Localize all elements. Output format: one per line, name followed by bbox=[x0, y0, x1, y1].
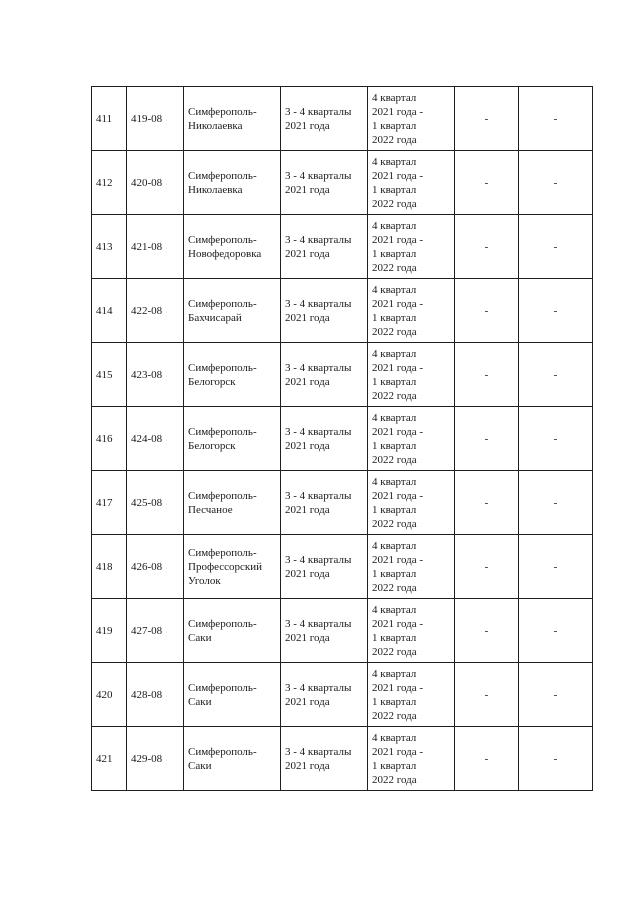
quarter-range-cell-line: 1 квартал bbox=[372, 375, 417, 388]
quarter-range-cell bbox=[368, 215, 455, 279]
quarter-range-cell-line: 4 квартал bbox=[372, 155, 417, 168]
period-cell bbox=[281, 151, 368, 215]
quarter-range-cell-line: 4 квартал bbox=[372, 219, 417, 232]
dash-cell-2: - bbox=[519, 727, 593, 791]
route-name-cell bbox=[184, 407, 281, 471]
quarter-range-cell-line: 2022 года bbox=[372, 197, 417, 210]
route-name-cell-line: Симферополь- bbox=[188, 105, 257, 118]
period-cell bbox=[281, 535, 368, 599]
dash-cell-2: - bbox=[519, 471, 593, 535]
route-code-cell: 429-08 bbox=[127, 727, 184, 791]
period-cell bbox=[281, 471, 368, 535]
route-name-cell-line: Симферополь- bbox=[188, 297, 257, 310]
dash-cell-1: - bbox=[455, 343, 519, 407]
quarter-range-cell-line: 4 квартал bbox=[372, 667, 417, 680]
dash-cell-1: - bbox=[455, 599, 519, 663]
routes-table-body bbox=[92, 87, 593, 791]
dash-cell-1: - bbox=[455, 215, 519, 279]
table-row bbox=[92, 727, 593, 791]
route-name-cell bbox=[184, 599, 281, 663]
dash-cell-2: - bbox=[519, 215, 593, 279]
quarter-range-cell-line: 2021 года - bbox=[372, 489, 424, 502]
route-name-cell-line: Саки bbox=[188, 631, 212, 644]
quarter-range-cell-line: 2022 года bbox=[372, 261, 417, 274]
route-code-cell: 423-08 bbox=[127, 343, 184, 407]
table-row bbox=[92, 279, 593, 343]
route-code-cell: 426-08 bbox=[127, 535, 184, 599]
table-row bbox=[92, 215, 593, 279]
quarter-range-cell-line: 4 квартал bbox=[372, 411, 417, 424]
route-code-cell: 425-08 bbox=[127, 471, 184, 535]
row-number-cell: 416 bbox=[92, 407, 127, 471]
period-cell-line: 2021 года bbox=[285, 375, 330, 388]
quarter-range-cell bbox=[368, 151, 455, 215]
quarter-range-cell-line: 1 квартал bbox=[372, 311, 417, 324]
route-name-cell-line: Симферополь- bbox=[188, 546, 257, 559]
routes-table bbox=[91, 86, 593, 791]
period-cell-line: 3 - 4 кварталы bbox=[285, 233, 352, 246]
period-cell bbox=[281, 599, 368, 663]
dash-cell-2: - bbox=[519, 407, 593, 471]
period-cell-line: 2021 года bbox=[285, 759, 330, 772]
quarter-range-cell-line: 4 квартал bbox=[372, 283, 417, 296]
period-cell-line: 2021 года bbox=[285, 503, 330, 516]
route-name-cell-line: Симферополь- bbox=[188, 617, 257, 630]
row-number-cell: 418 bbox=[92, 535, 127, 599]
quarter-range-cell-line: 2021 года - bbox=[372, 553, 424, 566]
table-row bbox=[92, 87, 593, 151]
table-row bbox=[92, 535, 593, 599]
quarter-range-cell-line: 4 квартал bbox=[372, 347, 417, 360]
route-name-cell-line: Симферополь- bbox=[188, 233, 257, 246]
period-cell bbox=[281, 727, 368, 791]
dash-cell-2: - bbox=[519, 535, 593, 599]
table-row bbox=[92, 407, 593, 471]
dash-cell-1: - bbox=[455, 279, 519, 343]
route-name-cell-line: Профессорский bbox=[188, 560, 262, 573]
route-name-cell-line: Симферополь- bbox=[188, 745, 257, 758]
route-name-cell-line: Николаевка bbox=[188, 183, 243, 196]
quarter-range-cell-line: 2022 года bbox=[372, 773, 417, 786]
row-number-cell: 414 bbox=[92, 279, 127, 343]
quarter-range-cell-line: 4 квартал bbox=[372, 91, 417, 104]
quarter-range-cell-line: 2021 года - bbox=[372, 169, 424, 182]
route-code-cell: 424-08 bbox=[127, 407, 184, 471]
quarter-range-cell-line: 4 квартал bbox=[372, 603, 417, 616]
table-row bbox=[92, 343, 593, 407]
route-code-cell: 419-08 bbox=[127, 87, 184, 151]
period-cell-line: 3 - 4 кварталы bbox=[285, 361, 352, 374]
period-cell-line: 3 - 4 кварталы bbox=[285, 297, 352, 310]
route-name-cell-line: Уголок bbox=[188, 574, 221, 587]
route-name-cell-line: Симферополь- bbox=[188, 489, 257, 502]
quarter-range-cell bbox=[368, 471, 455, 535]
quarter-range-cell bbox=[368, 663, 455, 727]
dash-cell-2: - bbox=[519, 663, 593, 727]
route-code-cell: 422-08 bbox=[127, 279, 184, 343]
quarter-range-cell-line: 2022 года bbox=[372, 133, 417, 146]
quarter-range-cell bbox=[368, 727, 455, 791]
route-name-cell-line: Белогорск bbox=[188, 439, 236, 452]
route-code-cell: 427-08 bbox=[127, 599, 184, 663]
quarter-range-cell-line: 2022 года bbox=[372, 453, 417, 466]
period-cell bbox=[281, 407, 368, 471]
route-name-cell bbox=[184, 279, 281, 343]
quarter-range-cell-line: 1 квартал bbox=[372, 695, 417, 708]
quarter-range-cell-line: 1 квартал bbox=[372, 247, 417, 260]
route-name-cell-line: Симферополь- bbox=[188, 425, 257, 438]
quarter-range-cell-line: 2021 года - bbox=[372, 681, 424, 694]
dash-cell-2: - bbox=[519, 599, 593, 663]
route-name-cell-line: Белогорск bbox=[188, 375, 236, 388]
period-cell-line: 3 - 4 кварталы bbox=[285, 105, 352, 118]
dash-cell-1: - bbox=[455, 663, 519, 727]
dash-cell-2: - bbox=[519, 279, 593, 343]
period-cell-line: 3 - 4 кварталы bbox=[285, 553, 352, 566]
route-code-cell: 420-08 bbox=[127, 151, 184, 215]
route-name-cell bbox=[184, 343, 281, 407]
quarter-range-cell-line: 2022 года bbox=[372, 581, 417, 594]
period-cell-line: 2021 года bbox=[285, 183, 330, 196]
dash-cell-2: - bbox=[519, 343, 593, 407]
route-name-cell-line: Николаевка bbox=[188, 119, 243, 132]
period-cell-line: 2021 года bbox=[285, 311, 330, 324]
quarter-range-cell bbox=[368, 87, 455, 151]
quarter-range-cell-line: 2021 года - bbox=[372, 425, 424, 438]
row-number-cell: 411 bbox=[92, 87, 127, 151]
table-row bbox=[92, 151, 593, 215]
quarter-range-cell-line: 1 квартал bbox=[372, 631, 417, 644]
route-code-cell: 428-08 bbox=[127, 663, 184, 727]
quarter-range-cell-line: 2022 года bbox=[372, 645, 417, 658]
quarter-range-cell-line: 2022 года bbox=[372, 325, 417, 338]
period-cell-line: 3 - 4 кварталы bbox=[285, 617, 352, 630]
quarter-range-cell-line: 4 квартал bbox=[372, 731, 417, 744]
dash-cell-1: - bbox=[455, 87, 519, 151]
table-row bbox=[92, 663, 593, 727]
period-cell-line: 3 - 4 кварталы bbox=[285, 425, 352, 438]
row-number-cell: 419 bbox=[92, 599, 127, 663]
quarter-range-cell-line: 4 квартал bbox=[372, 475, 417, 488]
route-name-cell-line: Новофедоровка bbox=[188, 247, 262, 260]
quarter-range-cell-line: 2022 года bbox=[372, 389, 417, 402]
period-cell-line: 3 - 4 кварталы bbox=[285, 681, 352, 694]
period-cell-line: 2021 года bbox=[285, 247, 330, 260]
row-number-cell: 412 bbox=[92, 151, 127, 215]
route-name-cell bbox=[184, 151, 281, 215]
dash-cell-1: - bbox=[455, 727, 519, 791]
quarter-range-cell bbox=[368, 279, 455, 343]
period-cell-line: 2021 года bbox=[285, 119, 330, 132]
period-cell-line: 3 - 4 кварталы bbox=[285, 489, 352, 502]
route-name-cell-line: Саки bbox=[188, 695, 212, 708]
period-cell-line: 2021 года bbox=[285, 439, 330, 452]
dash-cell-1: - bbox=[455, 535, 519, 599]
quarter-range-cell bbox=[368, 599, 455, 663]
quarter-range-cell-line: 1 квартал bbox=[372, 183, 417, 196]
route-name-cell-line: Песчаное bbox=[188, 503, 233, 516]
route-name-cell bbox=[184, 727, 281, 791]
period-cell bbox=[281, 87, 368, 151]
quarter-range-cell-line: 2021 года - bbox=[372, 233, 424, 246]
quarter-range-cell-line: 2022 года bbox=[372, 709, 417, 722]
quarter-range-cell-line: 1 квартал bbox=[372, 503, 417, 516]
quarter-range-cell-line: 2021 года - bbox=[372, 105, 424, 118]
quarter-range-cell-line: 1 квартал bbox=[372, 759, 417, 772]
dash-cell-1: - bbox=[455, 151, 519, 215]
dash-cell-1: - bbox=[455, 471, 519, 535]
row-number-cell: 421 bbox=[92, 727, 127, 791]
route-name-cell bbox=[184, 87, 281, 151]
quarter-range-cell-line: 2021 года - bbox=[372, 617, 424, 630]
route-name-cell bbox=[184, 215, 281, 279]
period-cell bbox=[281, 343, 368, 407]
table-row bbox=[92, 471, 593, 535]
row-number-cell: 420 bbox=[92, 663, 127, 727]
route-code-cell: 421-08 bbox=[127, 215, 184, 279]
period-cell-line: 2021 года bbox=[285, 695, 330, 708]
route-name-cell bbox=[184, 535, 281, 599]
quarter-range-cell-line: 4 квартал bbox=[372, 539, 417, 552]
quarter-range-cell-line: 2022 года bbox=[372, 517, 417, 530]
route-name-cell bbox=[184, 663, 281, 727]
period-cell-line: 3 - 4 кварталы bbox=[285, 745, 352, 758]
row-number-cell: 413 bbox=[92, 215, 127, 279]
quarter-range-cell-line: 2021 года - bbox=[372, 297, 424, 310]
period-cell-line: 2021 года bbox=[285, 631, 330, 644]
period-cell-line: 3 - 4 кварталы bbox=[285, 169, 352, 182]
route-name-cell-line: Симферополь- bbox=[188, 681, 257, 694]
period-cell bbox=[281, 215, 368, 279]
quarter-range-cell-line: 2021 года - bbox=[372, 745, 424, 758]
period-cell-line: 2021 года bbox=[285, 567, 330, 580]
dash-cell-1: - bbox=[455, 407, 519, 471]
route-name-cell-line: Бахчисарай bbox=[188, 311, 242, 324]
period-cell bbox=[281, 279, 368, 343]
dash-cell-2: - bbox=[519, 151, 593, 215]
route-name-cell-line: Симферополь- bbox=[188, 169, 257, 182]
quarter-range-cell bbox=[368, 535, 455, 599]
quarter-range-cell-line: 1 квартал bbox=[372, 567, 417, 580]
quarter-range-cell bbox=[368, 407, 455, 471]
row-number-cell: 415 bbox=[92, 343, 127, 407]
route-name-cell bbox=[184, 471, 281, 535]
route-name-cell-line: Саки bbox=[188, 759, 212, 772]
dash-cell-2: - bbox=[519, 87, 593, 151]
quarter-range-cell-line: 1 квартал bbox=[372, 119, 417, 132]
quarter-range-cell-line: 2021 года - bbox=[372, 361, 424, 374]
row-number-cell: 417 bbox=[92, 471, 127, 535]
quarter-range-cell bbox=[368, 343, 455, 407]
route-name-cell-line: Симферополь- bbox=[188, 361, 257, 374]
period-cell bbox=[281, 663, 368, 727]
quarter-range-cell-line: 1 квартал bbox=[372, 439, 417, 452]
table-row bbox=[92, 599, 593, 663]
